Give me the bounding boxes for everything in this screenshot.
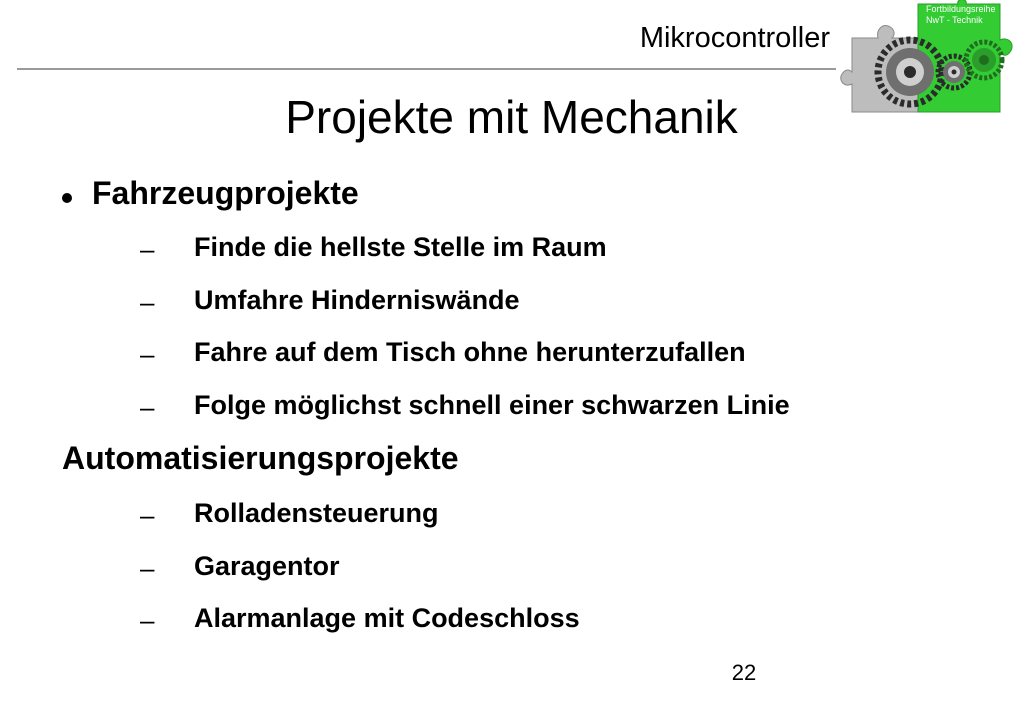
bullet-list-automatisierungsprojekte <box>0 498 980 656</box>
section-heading-automatisierungsprojekte: Automatisierungsprojekte <box>62 440 459 476</box>
section-heading-fahrzeugprojekte: Fahrzeugprojekte <box>92 175 359 211</box>
header-title: Mikrocontroller <box>639 22 830 54</box>
dash-icon: – <box>140 391 155 422</box>
bullet-list-fahrzeugprojekte <box>0 232 980 442</box>
dash-icon: – <box>140 286 155 317</box>
page-number: 22 <box>731 660 757 685</box>
slide-title: Projekte mit Mechanik <box>285 91 738 143</box>
list-item <box>0 498 980 551</box>
header-divider <box>17 68 836 70</box>
list-item <box>0 551 980 604</box>
list-item-text: Umfahre Hinderniswände <box>194 284 520 315</box>
list-item <box>0 337 980 390</box>
logo-text-line1: Fortbildungsreihe <box>926 4 996 14</box>
list-item-text: Alarmanlage mit Codeschloss <box>194 603 580 633</box>
list-item <box>0 232 980 285</box>
list-item-text: Folge möglichst schnell einer schwarzen Linie <box>194 389 790 420</box>
list-item <box>0 285 980 338</box>
dash-icon: – <box>140 500 155 530</box>
bullet-dot-icon <box>62 193 72 203</box>
list-item-text: Finde die hellste Stelle im Raum <box>194 232 607 262</box>
list-item-text: Garagentor <box>194 550 340 581</box>
list-item <box>0 603 980 656</box>
logo-text-line2: NwT - Technik <box>926 15 983 25</box>
dash-icon: – <box>140 552 155 583</box>
list-item-text: Fahre auf dem Tisch ohne herunterzufallen <box>194 337 746 367</box>
list-item <box>0 390 980 443</box>
dash-icon: – <box>140 234 155 264</box>
dash-icon: – <box>140 339 155 369</box>
list-item-text: Rolladensteuerung <box>194 498 439 528</box>
dash-icon: – <box>140 605 155 635</box>
